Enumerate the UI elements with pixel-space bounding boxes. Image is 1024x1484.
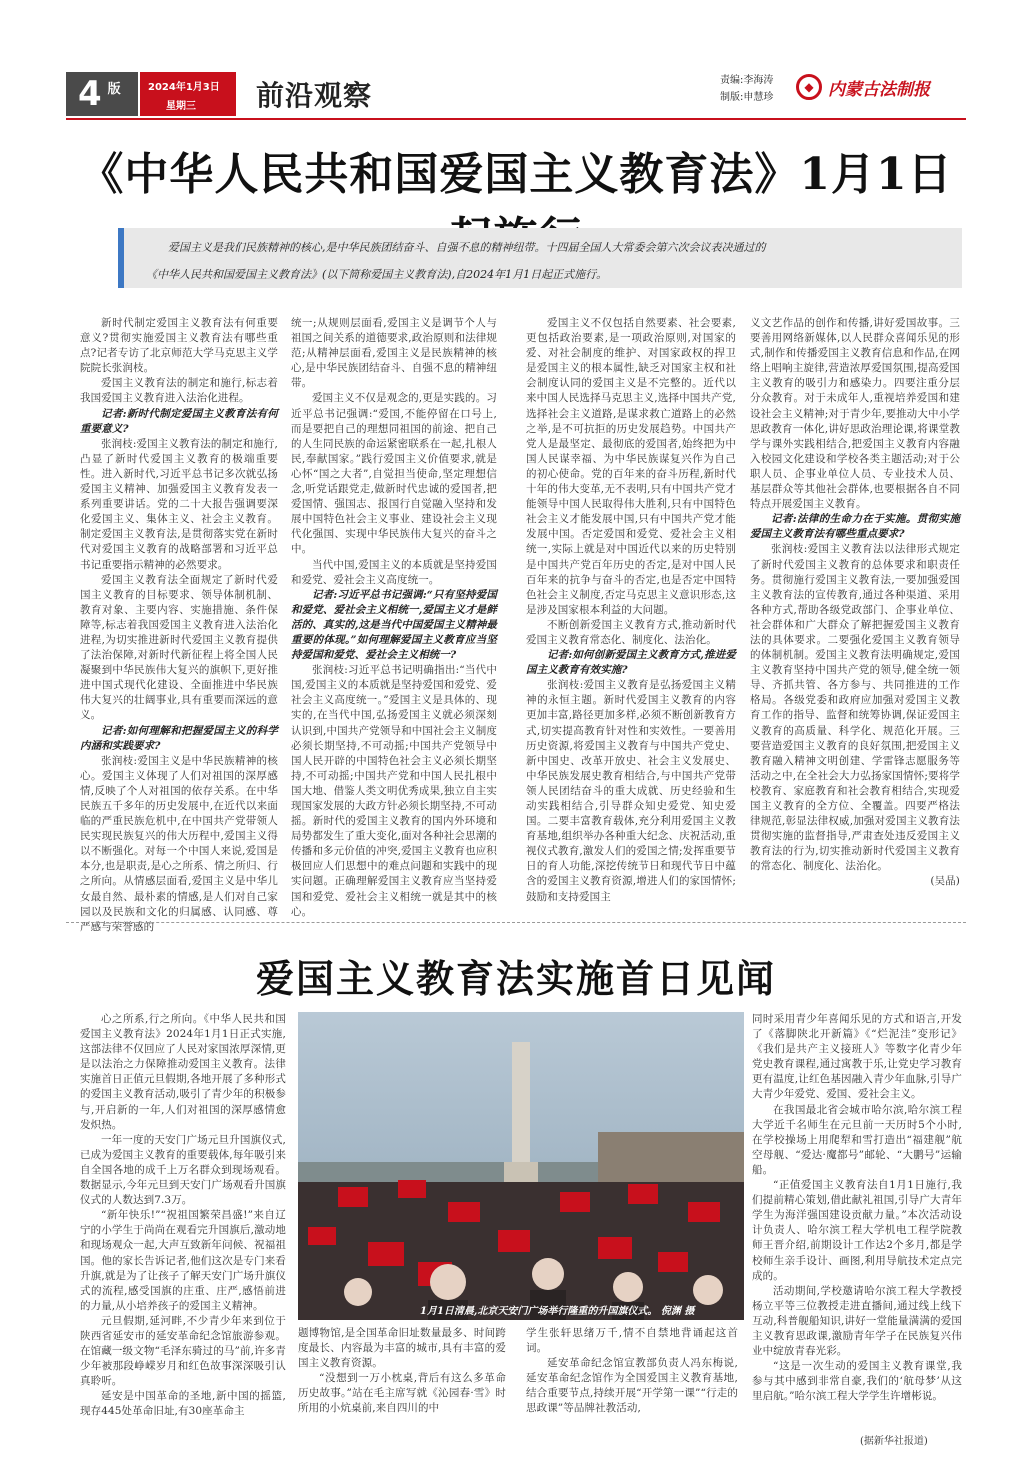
header-rule — [66, 118, 966, 120]
paragraph: 在我国最北省会城市哈尔滨,哈尔滨工程大学近千名师生在元旦前一天历时5个小时,在学校操场上用爬犁和雪打造出“福建舰”航空母舰、“爱达·魔都号”邮轮、“大鹏号”运输船。 — [752, 1103, 962, 1176]
paragraph: “正值爱国主义教育法自1月1日施行,我们提前精心策划,借此献礼祖国,引导广大青年学生为海洋强国建设贡献力量。”本次活动设计负责人、哈尔滨工程大学机电工程学院教师王晋介绍,前期设计工作达2个多月,都是学校师生亲手设计、画图,利用导航技术定点完成的。 — [752, 1179, 962, 1282]
issue-date: 2024年1月3日 — [148, 82, 220, 93]
article-divider — [66, 922, 966, 923]
interview-question: 记者:法律的生命力在于实施。贯彻实施爱国主义教育法有哪些重点要求? — [750, 513, 960, 541]
newspaper-logo — [796, 70, 966, 104]
article-2-column-2 — [298, 1326, 506, 1422]
paragraph: “这是一次生动的爱国主义教育课堂,我参与其中感到非常自豪,我们的‘航母梦’从这里启航。”哈尔滨工程大学学生许增彬说。 — [752, 1360, 962, 1403]
page-number-badge — [66, 72, 138, 116]
paragraph: 元旦假期,延河畔,不少青少年来到位于陕西省延安市的延安革命纪念馆旅游参观。在馆藏一级文物“毛泽东骑过的马”前,许多青少年被那段峥嵘岁月和红色故事深深吸引认真聆听。 — [80, 1314, 286, 1388]
article-1-headline: 《中华人民共和国爱国主义教育法》1月1日 — [79, 149, 953, 200]
article-2-column-3 — [526, 1326, 738, 1422]
paragraph: 爱国主义不仅包括自然要素、社会要素,更包括政治要素,是一项政治原则,对国家的爱、对社会制度的维护、对国家政权的捍卫是爱国主义的根本属性,缺乏对国家主权和社会制度认同的爱国主义是不完整的。近代以来中国人民选择马克思主义,选择中国共产党,选择社会主义道路,是谋求救亡道路上的必然之举,是不可抗拒的历史发展趋势。中国共产党人是最坚定、最彻底的爱国者,始终把为中国人民谋幸福、为中华民族谋复兴作为自己的初心使命。党的百年来的奋斗历程,新时代十年的伟大变革,无不表明,只有中国共产党才能领导中国人民取得伟大胜利,只有中国特色社会主义才能发展中国,只有中国共产党才能发展中国。否定爱国和爱党、爱社会主义相统一,实际上就是对中国近代以来的历史特别是中国共产党百年历史的否定,是对中国人民百年来的抗争与奋斗的否定,也是否定中国特色社会主义制度,否定马克思主义意识形态,这是涉及国家根本利益的大问题。 — [526, 317, 736, 616]
article-1-column-1 — [80, 316, 278, 933]
paragraph: 张润枝:习近平总书记明确指出:“当代中国,爱国主义的本质就是坚持爱国和爱党、爱社会主义高度统一。”爱国主义是具体的、现实的,在当代中国,弘扬爱国主义就必须深刻认识到,中国共产党领导和中国社会主义制度必须长期坚持,不可动摇;中国共产党领导中国人民开辟的中国特色社会主义必须长期坚持,不可动摇;中国共产党和中国人民扎根中国大地、借鉴人类文明优秀成果,独立自主实现国家发展的大政方针必须长期坚持,不可动摇。新时代的爱国主义教育的国内外环境和局势都发生了重大变化,面对各种社会思潮的传播和多元价值的冲突,爱国主义教育也应积极回应人们思想中的难点问题和实践中的现实问题。正确理解爱国主义教育应当坚持爱国和爱党、爱社会主义相统一就是其中的核心。 — [291, 664, 497, 918]
interview-question: 记者:如何理解和把握爱国主义的科学内涵和实践要求? — [80, 724, 278, 752]
layout-editor-name: 制版:申慧珍 — [720, 92, 774, 103]
lead-line-2: 《中华人民共和国爱国主义教育法》(以下简称爱国主义教育法),自2024年1月1日起正式施行。 — [146, 268, 608, 281]
interview-question: 记者:习近平总书记强调:“只有坚持爱国和爱党、爱社会主义相统一,爱国主义才是鲜活的、真实的,这是当代中国爱国主义精神最重要的体现。”如何理解爱国主义教育应当坚持爱国和爱党、爱社会主义相统一? — [291, 588, 497, 662]
article-2-source: (据新华社报道) — [860, 1436, 928, 1447]
paragraph: 新时代制定爱国主义教育法有何重要意义?贯彻实施爱国主义教育法有哪些重点?记者专访了北京师范大学马克思主义学院院长张润枝。 — [80, 317, 278, 375]
paragraph: 义文艺作品的创作和传播,讲好爱国故事。三要善用网络新媒体,以人民群众喜闻乐见的形式,制作和传播爱国主义教育信息和作品,在网络上唱响主旋律,营造浓厚爱国氛围,提高爱国主义教育的吸引力和感染力。四要注重分层分众教育。对于未成年人,重视培养爱国和建设社会主义精神;对于青少年,要推动大中小学思政教育一体化,讲好思政治理论课,将课堂教学与课外实践相结合,把爱国主义教育内容融入校园文化建设和学校各类主题活动;对于公职人员、企事业单位人员、专业技术人员、基层群众等其他社会群体,也要根据各自不同特点开展爱国主义教育。 — [750, 317, 960, 511]
article-2-column-4 — [752, 1012, 962, 1422]
paragraph: 张润枝:爱国主义教育法以法律形式规定了新时代爱国主义教育的总体要求和职责任务。贯彻施行爱国主义教育法,一要加强爱国主义教育法的宣传教育,通过各种渠道、采用各种方式,帮助各级党政部门、企事业单位、社会群体和广大群众了解把握爱国主义教育法的具体要求。二要强化爱国主义教育领导的体制机制。爱国主义教育法明确规定,爱国主义教育坚持中国共产党的领导,健全统一领导、齐抓共管、各方参与、共同推进的工作格局。各级党委和政府应加强对爱国主义教育工作的指导、监督和统筹协调,保证爱国主义教育的高质量、科学化、规范化开展。三要营造爱国主义教育的良好氛围,把爱国主义教育融入精神文明创建、学雷锋志愿服务等活动之中,在全社会大力弘扬家国情怀;要将学校教育、家庭教育和社会教育相结合,实现爱国主义教育的全方位、全覆盖。四要严格法律规范,彰显法律权威,加强对爱国主义教育法贯彻实施的监督指导,严肃查处违反爱国主义教育法的行为,切实推动新时代爱国主义教育的常态化、制度化、法治化。 — [750, 543, 960, 873]
paragraph: 延安是中国革命的圣地,新中国的摇篮,现存445处革命旧址,有30座革命主 — [80, 1390, 286, 1418]
article-2-headline: 爱国主义教育法实施首日见闻 — [255, 956, 776, 1001]
article-1-column-4 — [750, 316, 960, 914]
paragraph: 延安革命纪念馆宣教部负责人冯东梅说,延安革命纪念馆作为全国爱国主义教育基地,结合重要节点,持续开展“开学第一课”“行走的思政课”等品牌社教活动, — [526, 1357, 738, 1415]
paragraph: 活动期间,学校邀请哈尔滨工程大学教授杨立平等三位教授走进直播间,通过线上线下互动,科普舰船知识,讲好一堂能量满满的爱国主义教育思政课,激励青年学子在民族复兴伟业中绽放青春光彩。 — [752, 1284, 962, 1358]
date-box — [140, 72, 236, 116]
author-signature: (吴晶) — [930, 875, 960, 888]
tiananmen-flag-raising-photo — [298, 1012, 744, 1320]
logo-emblem-icon: ◆ — [796, 74, 822, 100]
photo-caption: 1月1日清晨,北京天安门广场举行隆重的升国旗仪式。 倪渊 摄 — [420, 1306, 695, 1317]
article-1-lead — [118, 228, 962, 288]
paragraph: 统一;从规则层面看,爱国主义是调节个人与祖国之间关系的道德要求,政治原则和法律规范;从精神层面看,爱国主义是民族精神的核心,是中华民族团结奋斗、自强不息的精神纽带。 — [291, 317, 497, 390]
article-2-column-1 — [80, 1012, 286, 1422]
paragraph: 张润枝:爱国主义教育是弘扬爱国主义精神的永恒主题。新时代爱国主义教育的内容更加丰富,路径更加多样,必须不断创新教育方式,切实提高教育针对性和实效性。一要善用历史资源,将爱国主义教育与中国共产党史、新中国史、改革开放史、社会主义发展史、中华民族发展史教育相结合,与中国共产党带领人民团结奋斗的重大成就、历史经验和生动实践相结合,引导群众知史爱党、知史爱国。二要丰富教育载体,充分利用爱国主义教育基地,组织举办各种重大纪念、庆祝活动,重视仪式教育,激发人们的爱国之情;发挥重要节日的育人功能,深挖传统节日和现代节日中蕴含的爱国主义教育资源,增进人们的家国情怀;鼓励和支持爱国主 — [526, 679, 736, 903]
paragraph: “新年快乐!”“祝祖国繁荣昌盛!”来自辽宁的小学生于尚尚在观看完升国旗后,激动地和现场观众一起,大声互致新年问候、祝福祖国。他的家长告诉记者,他们这次是专门来看升旗,就是为了让孩子了解天安门广场升旗仪式的流程,感受国旗的庄重、庄严,感悟前进的力量,从小培养孩子的爱国主义精神。 — [80, 1209, 286, 1312]
newspaper-name: 内蒙古法制报 — [828, 79, 930, 100]
paragraph: 爱国主义不仅是观念的,更是实践的。习近平总书记强调:“爱国,不能停留在口号上,而是要把自己的理想同祖国的前途、把自己的人生同民族的命运紧密联系在一起,扎根人民,奉献国家。”践行爱国主义价值要求,就是心怀“国之大者”,自觉担当使命,坚定理想信念,听党话跟党走,做新时代忠诚的爱国者,把爱国情、强国志、报国行自觉融入坚持和发展中国特色社会主义事业、建设社会主义现代化强国、实现中华民族伟大复兴的奋斗之中。 — [291, 392, 497, 556]
paragraph: 张润枝:爱国主义教育法的制定和施行,凸显了新时代爱国主义教育的极端重要性。进入新时代,习近平总书记多次就弘扬爱国主义精神、加强爱国主义教育发表一系列重要讲话。党的二十大报告强调要深化爱国主义、集体主义、社会主义教育。制定爱国主义教育法,是贯彻落实党在新时代对爱国主义教育的战略部署和习近平总书记重要指示精神的必然要求。 — [80, 437, 278, 571]
lead-line-1: 爱国主义是我们民族精神的核心,是中华民族团结奋斗、自强不息的精神纽带。十四届全国人大常委会第六次会议表决通过的 — [168, 241, 766, 254]
paragraph: 一年一度的天安门广场元旦升国旗仪式,已成为爱国主义教育的重要载体,每年吸引来自全国各地的成千上万名群众到现场观看。数据显示,今年元旦到天安门广场观看升国旗仪式的人数达到7.3万。 — [80, 1133, 286, 1207]
paragraph: 爱国主义教育法全面规定了新时代爱国主义教育的目标要求、领导体制机制、教育对象、主要内容、实施措施、条件保障等,标志着我国爱国主义教育进入法治化进程,为切实推进新时代爱国主义教育提供了法治保障,对新时代新征程上将全国人民凝聚到中华民族伟大复兴的旗帜下,更好推进中国式现代化建设、全面推进中华民族伟大复兴的壮阔事业,具有重要而深远的意义。 — [80, 573, 278, 722]
paragraph: 当代中国,爱国主义的本质就是坚持爱国和爱党、爱社会主义高度统一。 — [291, 558, 497, 586]
photo-illustration — [298, 1012, 744, 1320]
article-1-column-2 — [291, 316, 497, 918]
interview-question: 记者:如何创新爱国主义教育方式,推进爱国主义教育有效实施? — [526, 649, 736, 677]
issue-weekday: 星期三 — [166, 101, 196, 112]
paragraph: 学生张轩思绪万千,情不自禁地背诵起这首词。 — [526, 1327, 738, 1355]
editor-name: 责编:李海涛 — [720, 75, 774, 86]
interview-question: 记者:新时代制定爱国主义教育法有何重要意义? — [80, 407, 278, 435]
editor-credits — [720, 72, 773, 106]
paragraph: 爱国主义教育法的制定和施行,标志着我国爱国主义教育进入法治化进程。 — [80, 377, 278, 405]
paragraph: “没想到一万小枕桌,背后有这么多革命历史故事。”站在毛主席写就《沁园春·雪》时所用的小炕桌前,来自四川的中 — [298, 1372, 506, 1415]
paragraph: 张润枝:爱国主义是中华民族精神的核心。爱国主义体现了人们对祖国的深厚感情,反映了个人对祖国的依存关系。在中华民族五千多年的历史发展中,在近代以来面临的严重民族危机中,在中国共产党带领人民实现民族复兴的伟大历程中,爱国主义得以不断强化。对每一个中国人来说,爱国是本分,也是职责,是心之所系、情之所归、行之所向。从情感层面看,爱国主义是中华儿女最自然、最朴素的情感,是人们对自己家园以及民族和文化的归属感、认同感、尊严感与荣誉感的 — [80, 754, 278, 933]
section-title: 前沿观察 — [256, 79, 373, 112]
paragraph: 不断创新爱国主义教育方式,推动新时代爱国主义教育常态化、制度化、法治化。 — [526, 618, 736, 646]
paragraph: 题博物馆,是全国革命旧址数量最多、时间跨度最长、内容最为丰富的城市,具有丰富的爱国主义教育资源。 — [298, 1327, 506, 1370]
page-number: 4 — [78, 74, 102, 114]
paragraph: 同时采用青少年喜闻乐见的方式和语言,开发了《落脚陕北开新篇》《“烂泥洼”变形记》《我们是共产主义接班人》等数字化青少年党史教育课程,通过寓教于乐,让党史学习教育更有温度,让红色基因融入青少年血脉,引导广大青少年爱党、爱国、爱社会主义。 — [752, 1013, 962, 1101]
paragraph: 心之所系,行之所向。《中华人民共和国爱国主义教育法》2024年1月1日正式实施,这部法律不仅回应了人民对家国浓厚深情,更是以法治之力保障推动爱国主义教育。法律实施首日正值元旦假期,各地开展了多种形式的爱国主义教育活动,吸引了青少年的积极参与,开启新的一年,人们对祖国的深厚感情愈发炽热。 — [80, 1013, 286, 1131]
page-suffix: 版 — [107, 81, 121, 97]
article-1-column-3 — [526, 316, 736, 914]
